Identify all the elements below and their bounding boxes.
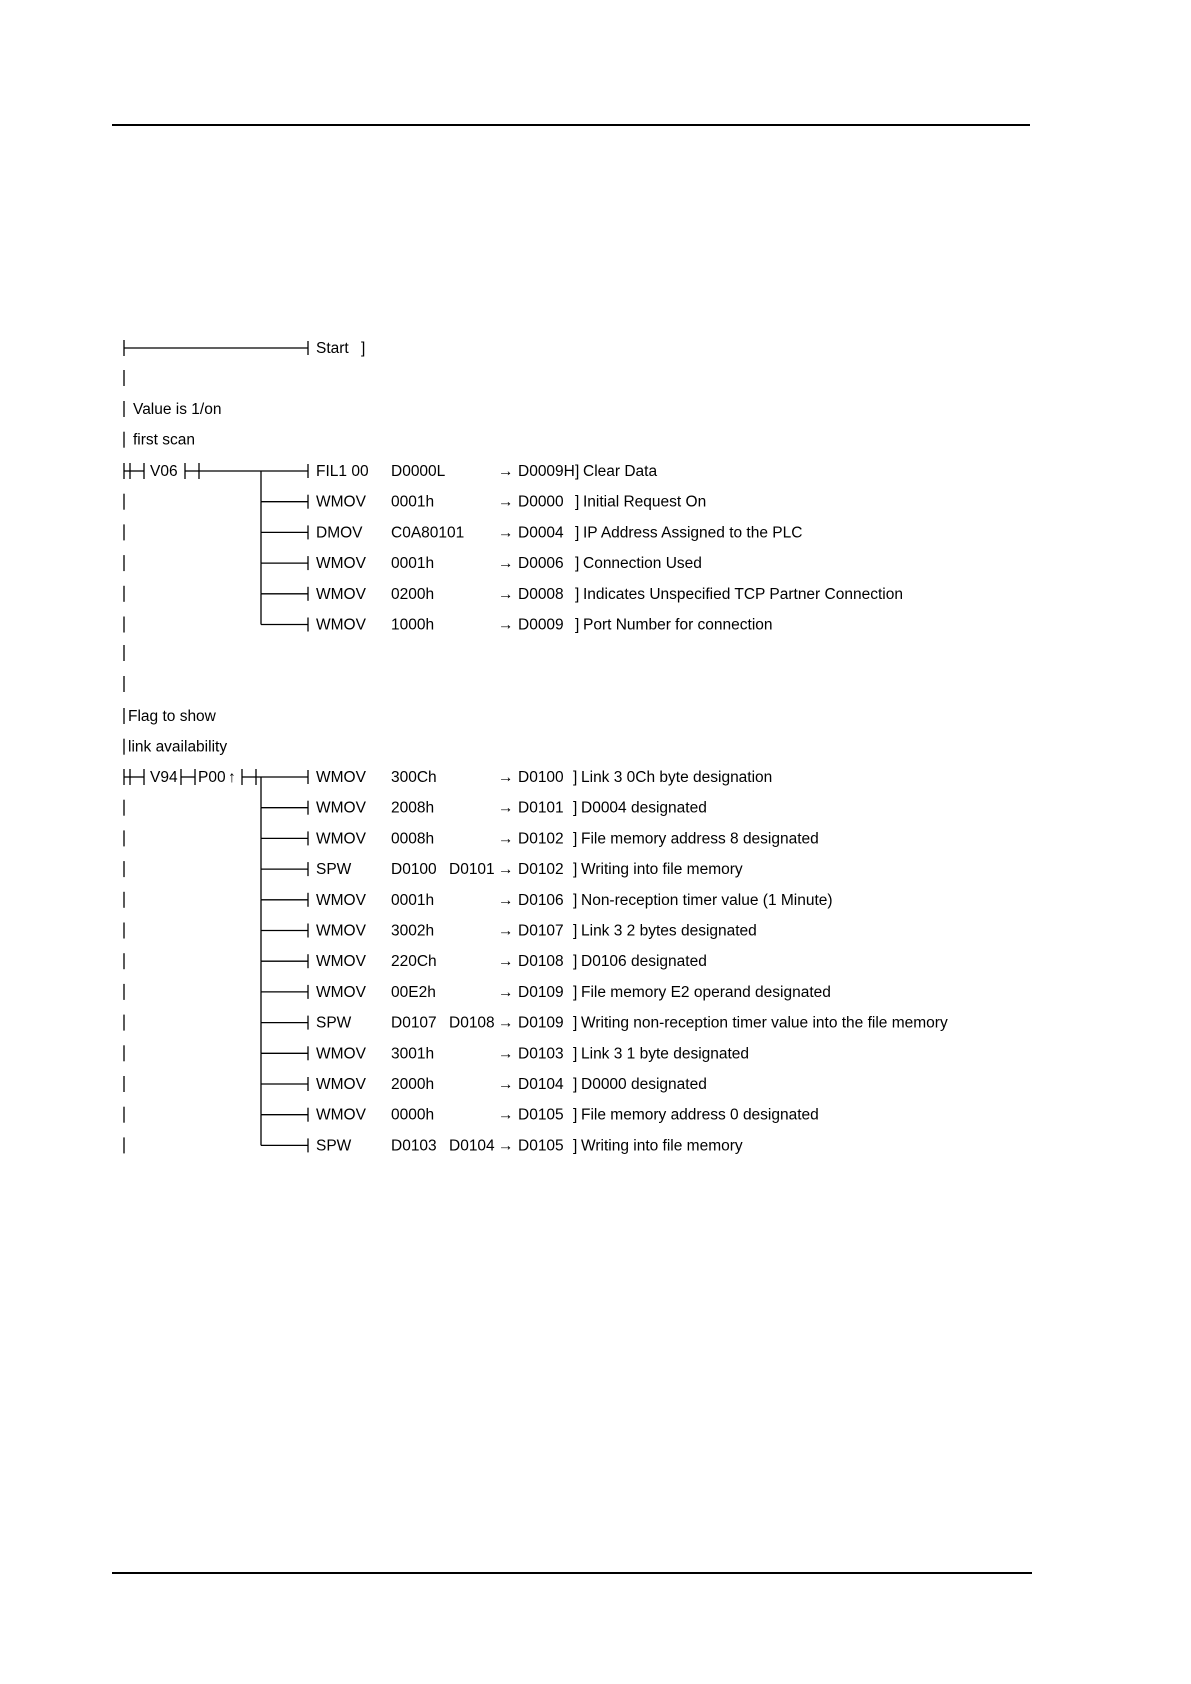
close-bracket: ] bbox=[573, 953, 578, 971]
arrow-icon: → bbox=[498, 463, 514, 480]
close-bracket: ] bbox=[575, 585, 580, 603]
instruction-comment: Link 3 0Ch byte designation bbox=[581, 769, 773, 786]
instruction-mnemonic: WMOV bbox=[316, 555, 366, 573]
operand-source: D0100 bbox=[391, 861, 437, 879]
instruction-mnemonic: WMOV bbox=[316, 1045, 366, 1063]
instruction-comment: Port Number for connection bbox=[583, 616, 773, 634]
arrow-icon: → bbox=[498, 799, 514, 817]
operand-source: C0A80101 bbox=[391, 524, 465, 542]
instruction-comment: File memory E2 operand designated bbox=[581, 983, 831, 1001]
arrow-icon: → bbox=[498, 585, 514, 603]
operand-source: 2000h bbox=[391, 1076, 435, 1093]
operand-source: 0008h bbox=[391, 830, 435, 848]
instruction-comment: Clear Data bbox=[583, 463, 658, 480]
operand-destination: D0104 bbox=[518, 1076, 564, 1093]
operand-destination: D0009H bbox=[518, 463, 575, 480]
close-bracket: ] bbox=[573, 1137, 578, 1155]
operand-source: 3002h bbox=[391, 922, 435, 940]
instruction-comment: D0004 designated bbox=[581, 799, 707, 817]
operand-source: D0107 bbox=[391, 1014, 437, 1032]
instruction-mnemonic: SPW bbox=[316, 1137, 352, 1155]
instruction-mnemonic: SPW bbox=[316, 1014, 352, 1032]
arrow-icon: → bbox=[498, 953, 514, 971]
arrow-icon: → bbox=[498, 983, 514, 1001]
instruction-mnemonic: WMOV bbox=[316, 493, 366, 511]
close-bracket: ] bbox=[573, 1045, 578, 1063]
instruction-mnemonic: WMOV bbox=[316, 922, 366, 940]
instruction-comment: Initial Request On bbox=[583, 493, 707, 511]
instruction-mnemonic: WMOV bbox=[316, 799, 366, 817]
operand-destination: D0009 bbox=[518, 616, 564, 634]
operand-source: 300Ch bbox=[391, 769, 437, 786]
operand-source: 0000h bbox=[391, 1106, 435, 1124]
operand-source: 0001h bbox=[391, 891, 435, 909]
instruction-comment: Indicates Unspecified TCP Partner Connection bbox=[583, 585, 903, 603]
close-bracket: ] bbox=[573, 769, 578, 786]
operand-destination: D0103 bbox=[518, 1045, 564, 1063]
instruction-mnemonic: WMOV bbox=[316, 769, 366, 786]
operand-destination: D0006 bbox=[518, 555, 564, 573]
close-bracket: ] bbox=[575, 524, 580, 542]
operand-source: D0000L bbox=[391, 463, 446, 480]
arrow-icon: → bbox=[498, 891, 514, 909]
start-close-bracket: ] bbox=[361, 340, 366, 357]
close-bracket: ] bbox=[573, 799, 578, 817]
operand-destination: D0008 bbox=[518, 585, 564, 603]
contact-label: V06 bbox=[150, 463, 178, 480]
instruction-comment: File memory address 8 designated bbox=[581, 830, 819, 848]
operand-source: 3001h bbox=[391, 1045, 435, 1063]
arrow-icon: → bbox=[498, 769, 514, 786]
operand-destination: D0107 bbox=[518, 922, 564, 940]
arrow-icon: → bbox=[498, 1137, 514, 1155]
arrow-icon: → bbox=[498, 922, 514, 940]
arrow-icon: → bbox=[498, 524, 514, 542]
close-bracket: ] bbox=[573, 861, 578, 879]
operand-destination: D0105 bbox=[518, 1137, 564, 1155]
operand-destination: D0000 bbox=[518, 493, 564, 511]
instruction-mnemonic: WMOV bbox=[316, 1106, 366, 1124]
instruction-comment: D0000 designated bbox=[581, 1076, 707, 1093]
operand-source-2: D0104 bbox=[449, 1137, 495, 1155]
contact-label: V94 bbox=[150, 769, 178, 786]
rung-comment: link availability bbox=[128, 738, 228, 756]
operand-source: 220Ch bbox=[391, 953, 437, 971]
operand-destination: D0102 bbox=[518, 861, 564, 879]
instruction-mnemonic: FIL1 00 bbox=[316, 463, 369, 480]
arrow-icon: → bbox=[498, 555, 514, 573]
instruction-comment: D0106 designated bbox=[581, 953, 707, 971]
instruction-mnemonic: SPW bbox=[316, 861, 352, 879]
operand-source: 0001h bbox=[391, 493, 435, 511]
close-bracket: ] bbox=[573, 983, 578, 1001]
arrow-icon: → bbox=[498, 493, 514, 511]
operand-source: 2008h bbox=[391, 799, 435, 817]
close-bracket: ] bbox=[575, 616, 580, 634]
arrow-icon: → bbox=[498, 1076, 514, 1093]
instruction-comment: Writing non-reception timer value into the file memory bbox=[581, 1014, 948, 1032]
instruction-comment: Connection Used bbox=[583, 555, 702, 573]
operand-source: 00E2h bbox=[391, 983, 436, 1001]
arrow-icon: → bbox=[498, 1014, 514, 1032]
instruction-comment: IP Address Assigned to the PLC bbox=[583, 524, 803, 542]
operand-destination: D0109 bbox=[518, 983, 564, 1001]
arrow-icon: → bbox=[498, 616, 514, 634]
instruction-mnemonic: WMOV bbox=[316, 1076, 366, 1093]
operand-source: 1000h bbox=[391, 616, 435, 634]
instruction-comment: Link 3 2 bytes designated bbox=[581, 922, 757, 940]
rung-comment: Flag to show bbox=[128, 708, 216, 725]
instruction-mnemonic: WMOV bbox=[316, 585, 366, 603]
instruction-comment: Link 3 1 byte designated bbox=[581, 1045, 750, 1063]
close-bracket: ] bbox=[575, 463, 580, 480]
instruction-comment: File memory address 0 designated bbox=[581, 1106, 819, 1124]
operand-destination: D0100 bbox=[518, 769, 564, 786]
operand-destination: D0102 bbox=[518, 830, 564, 848]
rising-edge-icon: ↑ bbox=[228, 769, 236, 786]
arrow-icon: → bbox=[498, 1045, 514, 1063]
instruction-comment: Writing into file memory bbox=[581, 1137, 743, 1155]
close-bracket: ] bbox=[573, 1076, 578, 1093]
close-bracket: ] bbox=[573, 922, 578, 940]
instruction-mnemonic: WMOV bbox=[316, 953, 366, 971]
operand-source: 0001h bbox=[391, 555, 435, 573]
close-bracket: ] bbox=[573, 891, 578, 909]
instruction-mnemonic: WMOV bbox=[316, 983, 366, 1001]
operand-destination: D0004 bbox=[518, 524, 564, 542]
close-bracket: ] bbox=[573, 1106, 578, 1124]
instruction-mnemonic: WMOV bbox=[316, 616, 366, 634]
operand-destination: D0105 bbox=[518, 1106, 564, 1124]
operand-source: D0103 bbox=[391, 1137, 437, 1155]
close-bracket: ] bbox=[573, 1014, 578, 1032]
close-bracket: ] bbox=[575, 493, 580, 511]
instruction-comment: Writing into file memory bbox=[581, 861, 743, 879]
instruction-mnemonic: DMOV bbox=[316, 524, 363, 542]
operand-destination: D0109 bbox=[518, 1014, 564, 1032]
operand-destination: D0108 bbox=[518, 953, 564, 971]
start-label: Start bbox=[316, 340, 349, 357]
rung-comment: first scan bbox=[133, 431, 196, 449]
operand-source-2: D0101 bbox=[449, 861, 495, 879]
operand-destination: D0106 bbox=[518, 891, 564, 909]
instruction-mnemonic: WMOV bbox=[316, 891, 366, 909]
close-bracket: ] bbox=[575, 555, 580, 573]
contact-label: P00 bbox=[198, 769, 226, 786]
arrow-icon: → bbox=[498, 861, 514, 879]
operand-destination: D0101 bbox=[518, 799, 564, 817]
instruction-mnemonic: WMOV bbox=[316, 830, 366, 848]
rung-comment: Value is 1/on bbox=[133, 401, 222, 418]
close-bracket: ] bbox=[573, 830, 578, 848]
instruction-comment: Non-reception timer value (1 Minute) bbox=[581, 891, 833, 909]
operand-source-2: D0108 bbox=[449, 1014, 495, 1032]
arrow-icon: → bbox=[498, 830, 514, 848]
arrow-icon: → bbox=[498, 1106, 514, 1124]
operand-source: 0200h bbox=[391, 585, 435, 603]
